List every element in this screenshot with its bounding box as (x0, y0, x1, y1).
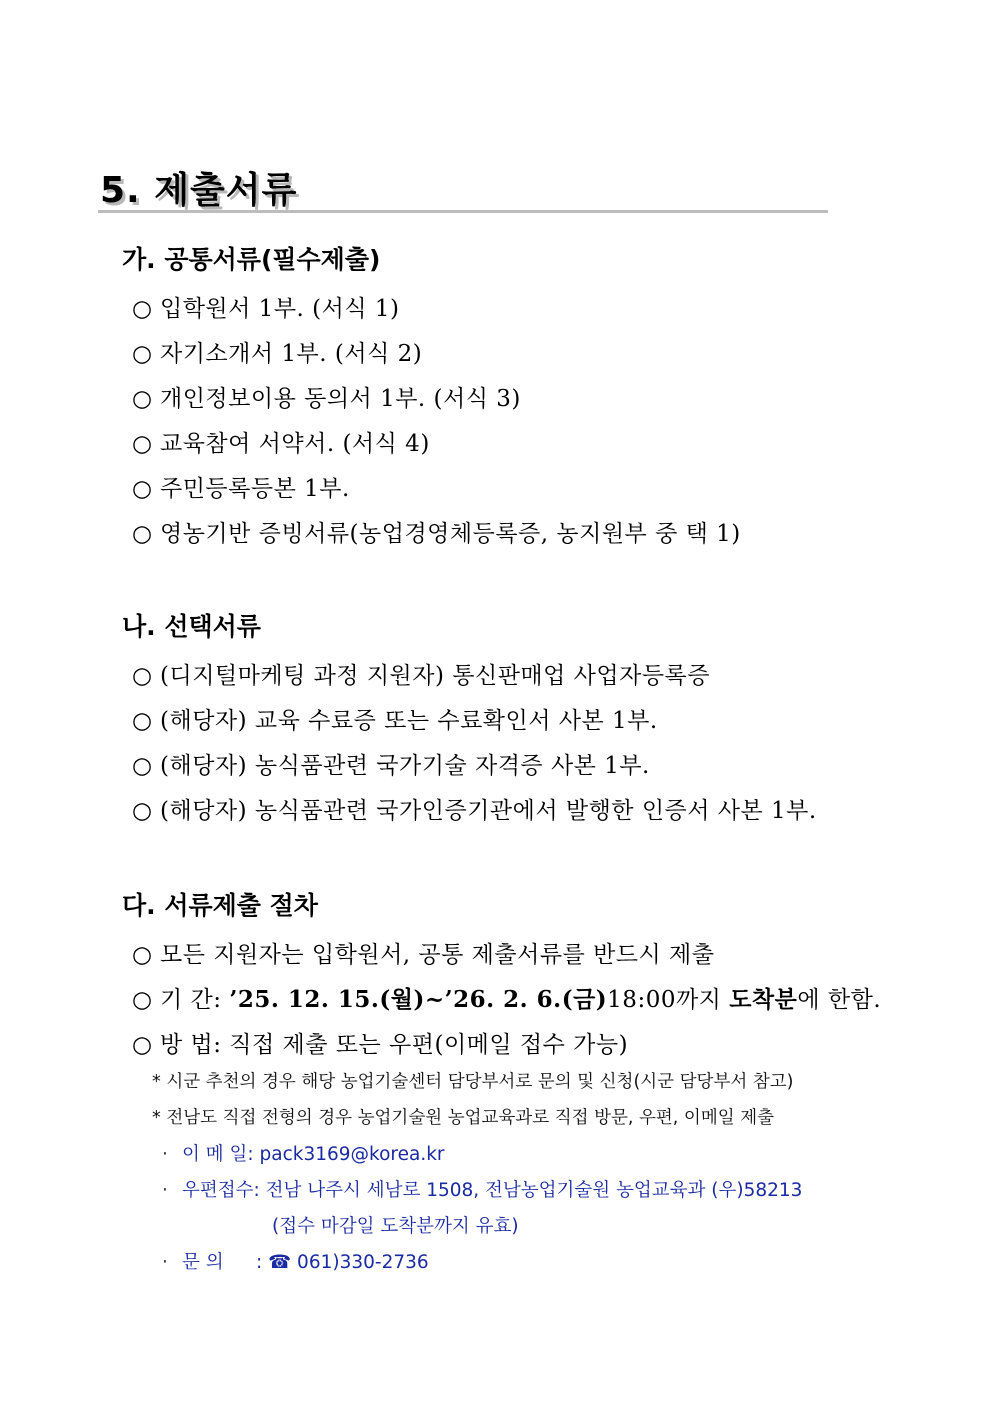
circle-bullet: ○ (132, 942, 153, 968)
title-underline (98, 210, 828, 213)
required-docs-heading: 가. 공통서류(필수제출) (122, 245, 381, 274)
optional-item-text: (해당자) 농식품관련 국가기술 자격증 사본 1부. (160, 753, 650, 779)
email-link[interactable]: pack3169@korea.kr (259, 1144, 445, 1165)
circle-bullet: ○ (132, 521, 153, 547)
circle-bullet: ○ (132, 753, 153, 779)
required-item-text: 교육참여 서약서. (서식 4) (160, 431, 430, 457)
optional-item-1 (132, 657, 710, 690)
optional-docs-heading: 나. 선택서류 (122, 612, 261, 641)
required-item-4 (132, 425, 430, 458)
required-item-1 (132, 290, 399, 323)
note-city-county: * 시군 추천의 경우 해당 농업기술센터 담당부서로 문의 및 신청(시군 담당부서 참고) (152, 1072, 794, 1092)
circle-bullet: ○ (132, 663, 153, 689)
method-text: 방 법: 직접 제출 또는 우편(이메일 접수 가능) (160, 1032, 629, 1058)
procedure-heading: 다. 서류제출 절차 (122, 891, 318, 920)
inquiry-line (162, 1248, 429, 1274)
required-item-5 (132, 470, 350, 503)
period-dates: ’25. 12. 15.(월)~’26. 2. 6.(금) (229, 986, 608, 1013)
required-item-text: 주민등록등본 1부. (160, 476, 350, 502)
post-address: 전남 나주시 세남로 1508, 전남농업기술원 농업교육과 (우)58213 (265, 1180, 803, 1201)
optional-item-text: (해당자) 농식품관련 국가인증기관에서 발행한 인증서 사본 1부. (160, 798, 817, 824)
required-item-text: 자기소개서 1부. (서식 2) (160, 341, 423, 367)
required-item-text: 입학원서 1부. (서식 1) (160, 296, 400, 322)
email-label: 이 메 일: (182, 1144, 260, 1165)
period-suffix: 에 한함. (797, 987, 882, 1013)
period-time: 18:00까지 (607, 987, 730, 1013)
circle-bullet: ○ (132, 476, 153, 502)
circle-bullet: ○ (132, 296, 153, 322)
section-title: 5. 제출서류 (100, 170, 298, 211)
inquiry-label: 문 의 (182, 1252, 224, 1273)
post-label: 우편접수: (182, 1180, 266, 1201)
procedure-item-all (132, 936, 714, 969)
phone-number[interactable]: 061)330-2736 (291, 1252, 429, 1273)
optional-item-4 (132, 792, 817, 825)
circle-bullet: ○ (132, 987, 153, 1013)
required-item-3 (132, 380, 521, 413)
circle-bullet: ○ (132, 386, 153, 412)
circle-bullet: ○ (132, 1032, 153, 1058)
dot-bullet: · (162, 1180, 168, 1201)
optional-item-2 (132, 702, 658, 735)
email-line (162, 1140, 445, 1166)
required-item-text: 영농기반 증빙서류(농업경영체등록증, 농지원부 중 택 1) (160, 521, 741, 547)
optional-item-text: (해당자) 교육 수료증 또는 수료확인서 사본 1부. (160, 708, 658, 734)
optional-item-3 (132, 747, 650, 780)
period-emphasis: 도착분 (729, 987, 798, 1013)
circle-bullet: ○ (132, 798, 153, 824)
procedure-item-period (132, 981, 881, 1014)
note-province: * 전남도 직접 전형의 경우 농업기술원 농업교육과로 직접 방문, 우편, 이메일 제출 (152, 1108, 775, 1128)
circle-bullet: ○ (132, 708, 153, 734)
required-item-6 (132, 515, 741, 548)
post-line (162, 1176, 802, 1202)
required-item-text: 개인정보이용 동의서 1부. (서식 3) (160, 386, 521, 412)
post-note: (접수 마감일 도착분까지 유효) (272, 1216, 519, 1237)
required-item-2 (132, 335, 422, 368)
phone-icon: ☎ (268, 1252, 292, 1273)
dot-bullet: · (162, 1252, 168, 1273)
procedure-item-method (132, 1026, 628, 1059)
period-label: 기 간: (160, 987, 230, 1013)
circle-bullet: ○ (132, 431, 153, 457)
optional-item-text: (디지털마케팅 과정 지원자) 통신판매업 사업자등록증 (160, 663, 710, 689)
procedure-item-text: 모든 지원자는 입학원서, 공통 제출서류를 반드시 제출 (160, 942, 715, 968)
circle-bullet: ○ (132, 341, 153, 367)
dot-bullet: · (162, 1144, 168, 1165)
inquiry-colon: : (256, 1252, 269, 1273)
